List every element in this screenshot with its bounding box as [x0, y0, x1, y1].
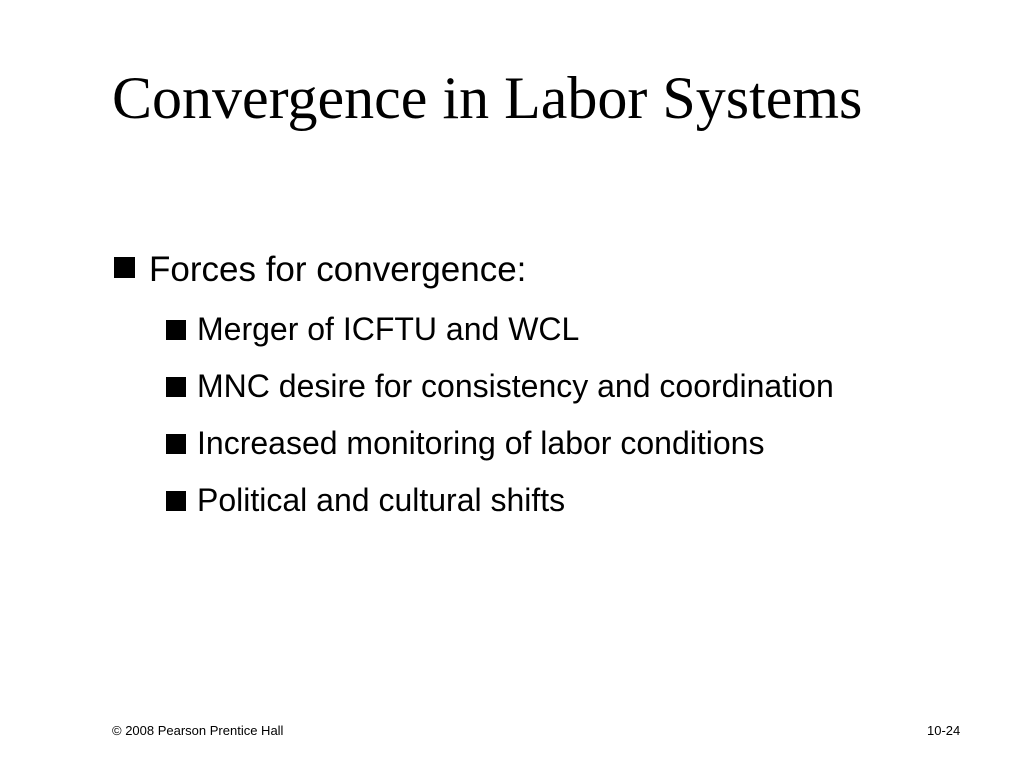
- main-bullet-text: Forces for convergence:: [149, 250, 527, 289]
- copyright-footer: © 2008 Pearson Prentice Hall: [112, 723, 284, 738]
- sub-bullet-text: Increased monitoring of labor conditions: [197, 425, 765, 461]
- square-bullet-icon: [166, 377, 186, 397]
- sub-bullet-item: [166, 479, 926, 521]
- sub-bullet-item: [166, 308, 926, 350]
- square-bullet-icon: [166, 320, 186, 340]
- square-bullet-icon: [166, 434, 186, 454]
- main-bullet-item: [114, 248, 526, 292]
- sub-bullet-item: [166, 422, 926, 464]
- slide-title: Convergence in Labor Systems: [112, 65, 863, 131]
- sub-bullet-text: Political and cultural shifts: [197, 482, 566, 518]
- square-bullet-icon: [114, 257, 135, 278]
- square-bullet-icon: [166, 491, 186, 511]
- sub-bullet-text: MNC desire for consistency and coordination: [197, 368, 834, 404]
- sub-bullet-list: [166, 308, 926, 536]
- slide-number: 10-24: [927, 723, 961, 738]
- sub-bullet-item: [166, 365, 926, 407]
- sub-bullet-text: Merger of ICFTU and WCL: [197, 311, 580, 347]
